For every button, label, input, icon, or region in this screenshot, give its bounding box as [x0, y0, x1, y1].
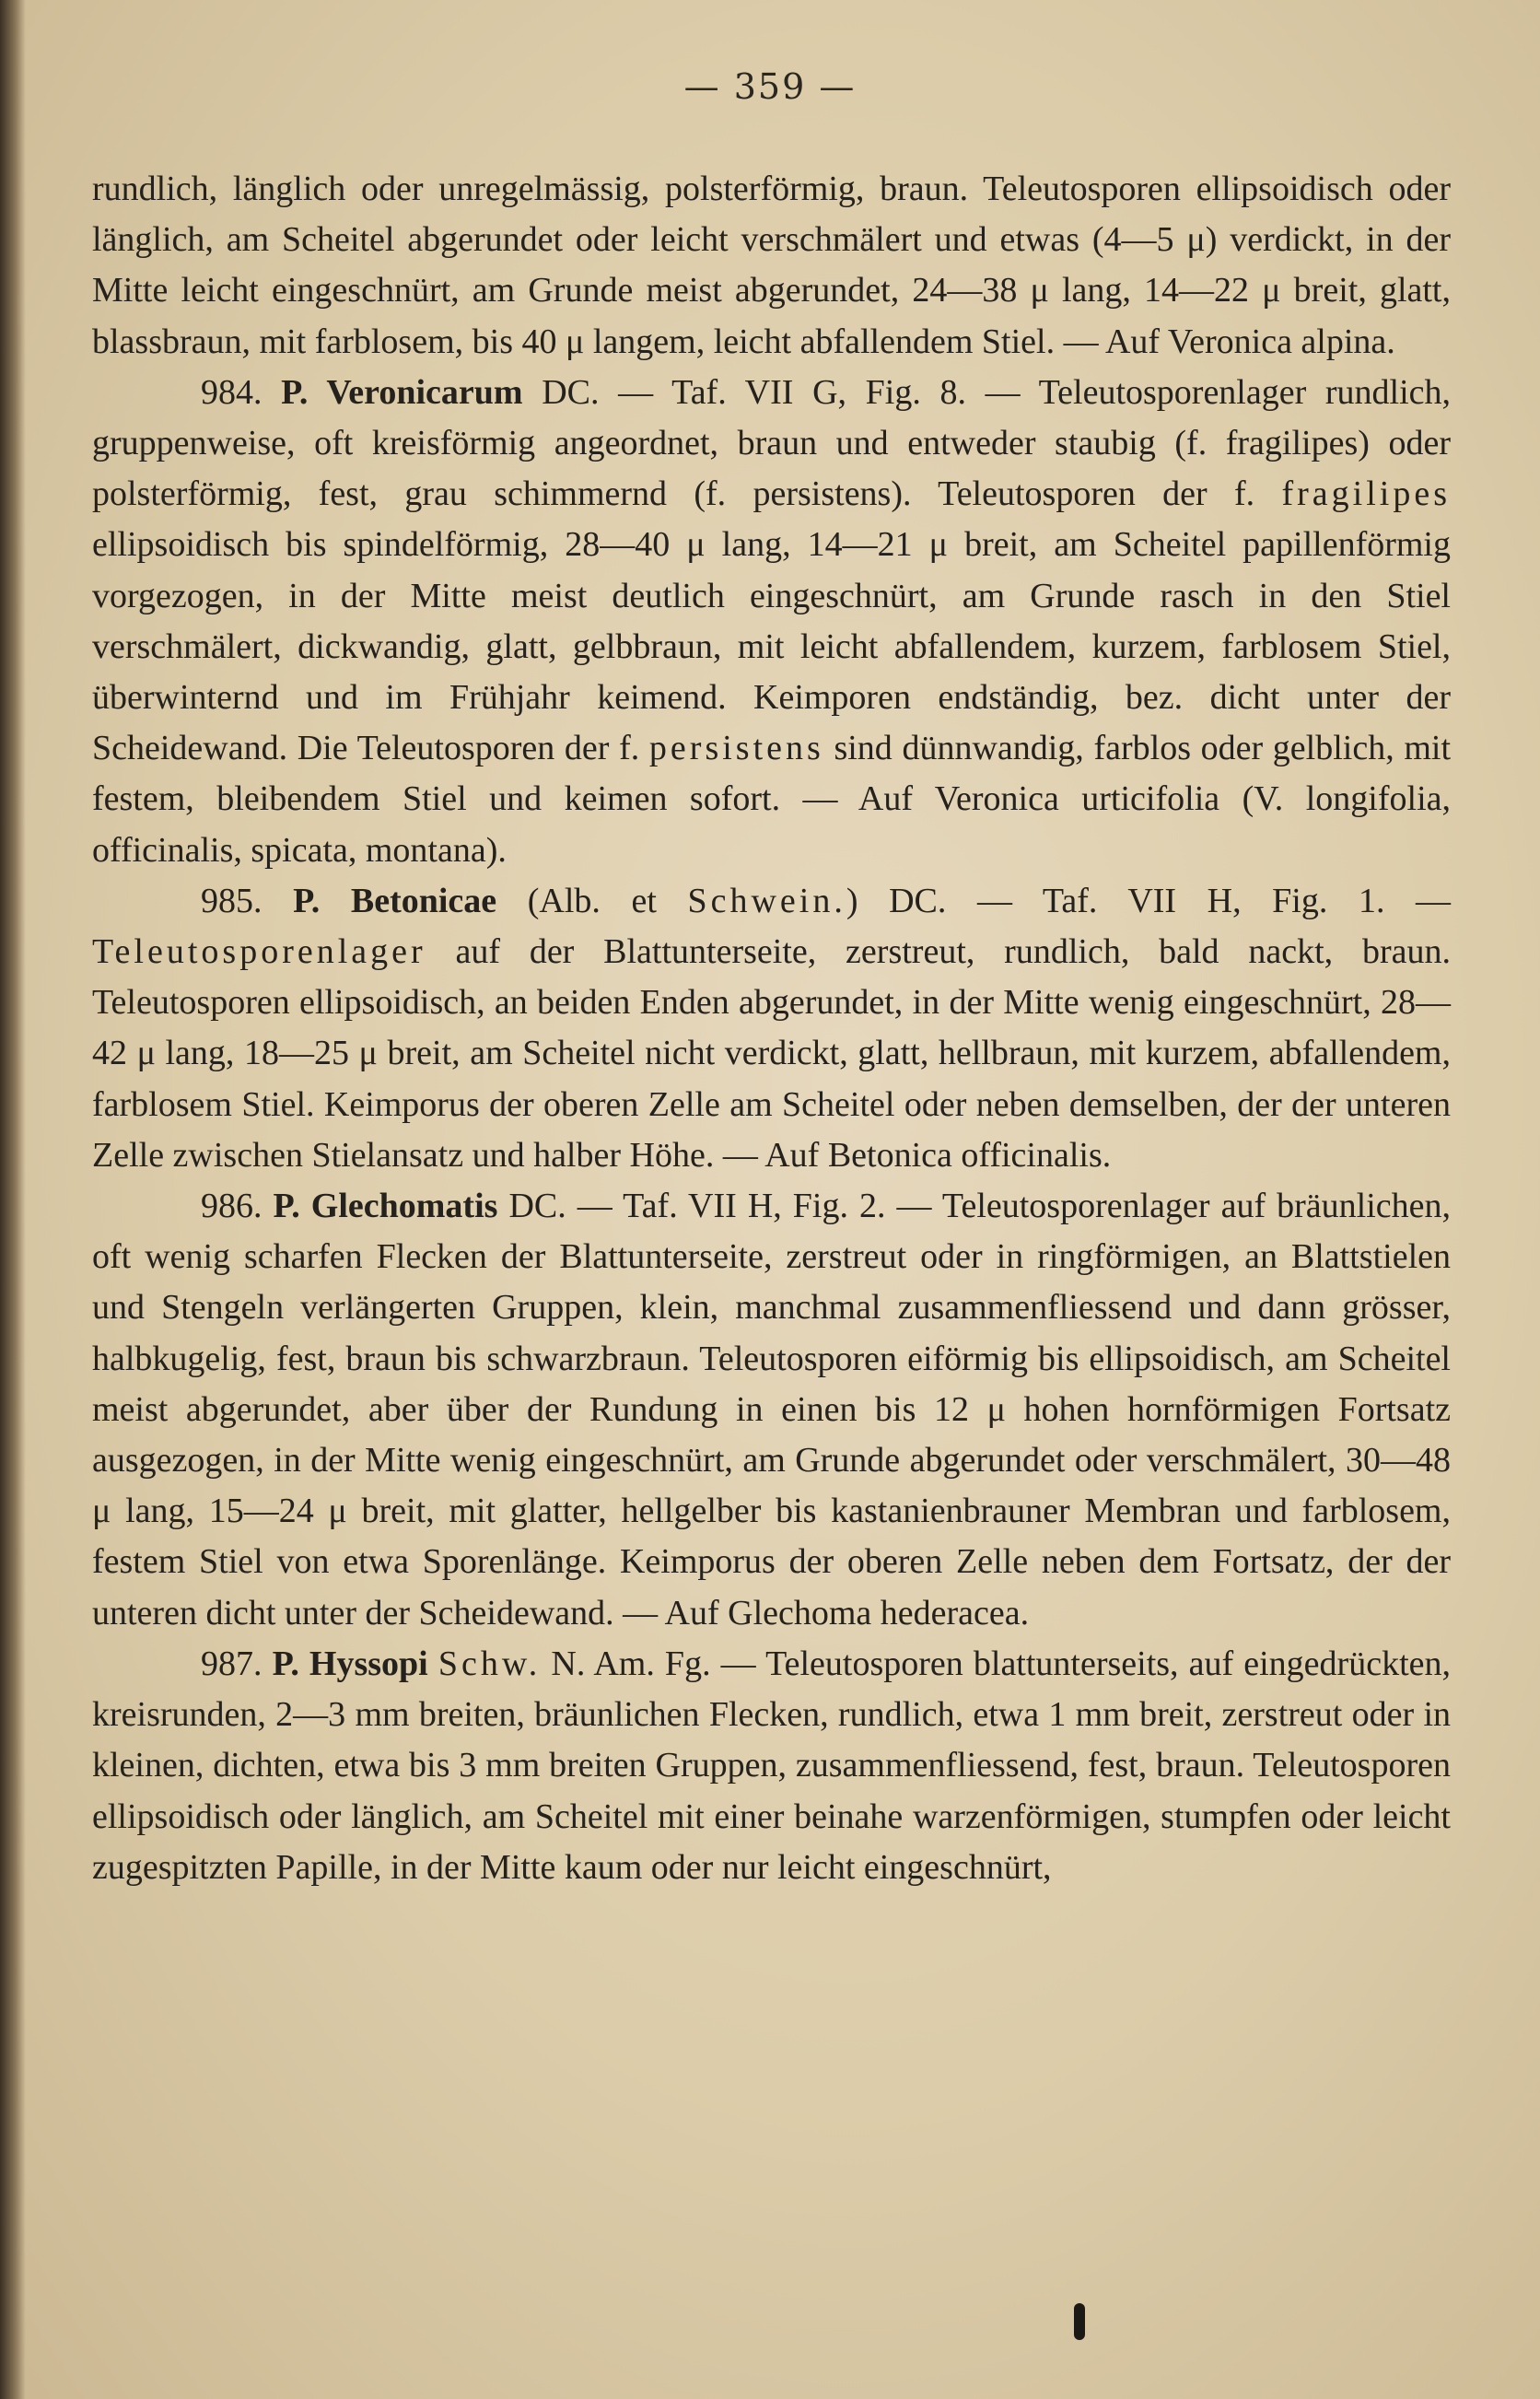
spaced-term: Teleutosporenlager: [92, 932, 426, 972]
entry-number: 987.: [201, 1644, 262, 1683]
spaced-term: persistens: [648, 729, 824, 768]
entry-986: [92, 1181, 1451, 1639]
species-name: P. Veronicarum: [281, 372, 523, 412]
entry-text: — Teleutosporen blattunterseits, auf eingedrückten, kreisrunden, 2—3 mm breiten, bräunlichen Flecken, rundlich, etwa 1 mm breit, zerstreut oder in kleinen, dichten, etwa bis 3 mm breiten Gruppen, zusammenfliessend, fest, braun. Teleutosporen ellipsoidisch oder länglich, am Scheitel mit einer beinahe warzenförmigen, stumpfen oder leicht zugespitzten Papille, in der Mitte kaum oder nur leicht eingeschnürt,: [92, 1644, 1451, 1887]
body-text: [92, 164, 1451, 1893]
authority-spaced: Schw.: [438, 1644, 542, 1683]
species-name: P. Glechomatis: [273, 1187, 498, 1226]
authority: DC.: [508, 1187, 566, 1226]
entry-number: 984.: [201, 372, 262, 412]
entry-text: ellipsoidisch bis spindelförmig, 28—40 μ lang, 14—21 μ breit, am Scheitel papillenförmig vorgezogen, in der Mitte meist deutlich eingeschnürt, am Grunde rasch in den Stiel verschmälert, dickwandig, glatt, gelbbraun, mit leicht abfallendem, kurzem, farblosem Stiel, überwinternd und im Frühjahr keimend. Keimporen endständig, bez. dicht unter der Scheidewand. Die Teleutosporen der f.: [92, 525, 1451, 768]
entry-number: 985.: [201, 881, 262, 920]
spaced-term: fragilipes: [1281, 474, 1451, 514]
entry-number: 986.: [201, 1187, 262, 1226]
entry-text: — Taf. VII H, Fig. 2. — Teleutosporenlager auf bräunlichen, oft wenig scharfen Flecken der Blattunterseite, zerstreut oder in ringförmigen, an Blattstielen und Stengeln verlängerten Gruppen, klein, manchmal zusammenfliessend und dann grösser, halbkugelig, fest, braun bis schwarzbraun. Teleutosporen eiförmig bis ellipsoidisch, am Scheitel meist abgerundet, aber über der Rundung in einen bis 12 μ hohen hornförmigen Fortsatz ausgezogen, in der Mitte wenig eingeschnürt, am Grunde abgerundet oder verschmälert, 30—48 μ lang, 15—24 μ breit, mit glatter, hellgelber bis kastanienbrauner Membran und farblosem, festem Stiel von etwa Sporenlänge. Keimporus der oberen Zelle neben dem Fortsatz, der der unteren dicht unter der Scheidewand. — Auf Glechoma hederacea.: [92, 1187, 1452, 1632]
ink-speck: [1074, 2303, 1085, 2340]
entry-text: — Taf. VII G, Fig. 8. — Teleutosporenlager rundlich, gruppenweise, oft kreisförmig angeordnet, braun und entweder staubig (f. fragilipes) oder polsterförmig, fest, grau schimmernd (f. persistens). Teleutosporen der f.: [92, 372, 1452, 514]
authority: (Alb. et: [527, 881, 657, 920]
species-name: P. Betonicae: [293, 881, 497, 920]
entry-984: [92, 368, 1451, 876]
authority: ) DC.: [846, 881, 947, 920]
entry-text: auf der Blattunterseite, zerstreut, rundlich, bald nackt, braun. Teleutosporen ellipsoidisch, an beiden Enden abgerundet, in der Mitte wenig eingeschnürt, 28—42 μ lang, 18—25 μ breit, am Scheitel nicht verdickt, glatt, hellbraun, mit kurzem, abfallendem, farblosem Stiel. Keimporus der oberen Zelle am Scheitel oder neben demselben, der der unteren Zelle zwischen Stielansatz und halber Höhe. — Auf Betonica officinalis.: [92, 932, 1451, 1175]
species-name: P. Hyssopi: [272, 1644, 428, 1683]
paragraph-continuation: [92, 164, 1451, 368]
entry-text: — Taf. VII H, Fig. 1. —: [976, 881, 1452, 920]
entry-987: [92, 1639, 1451, 1893]
authority: N. Am. Fg.: [551, 1644, 711, 1683]
paragraph-text: rundlich, länglich oder unregelmässig, polsterförmig, braun. Teleutosporen ellipsoidisch oder länglich, am Scheitel abgerundet oder leicht verschmälert und etwas (4—5 μ) verdickt, in der Mitte leicht eingeschnürt, am Grunde meist abgerundet, 24—38 μ lang, 14—22 μ breit, glatt, blassbraun, mit farblosem, bis 40 μ langem, leicht abfallendem Stiel. — Auf Veronica alpina.: [92, 170, 1451, 361]
authority: DC.: [542, 372, 600, 412]
authority-spaced: Schwein.: [687, 881, 846, 920]
page-number: — 359 —: [683, 66, 857, 107]
book-binding-shadow: [0, 0, 26, 2399]
entry-text: sind dünnwandig, farblos oder gelblich, mit festem, bleibendem Stiel und keimen sofort. — Auf Veronica urticifolia (V. longifolia, officinalis, spicata, montana).: [92, 729, 1452, 870]
entry-985: [92, 876, 1451, 1181]
